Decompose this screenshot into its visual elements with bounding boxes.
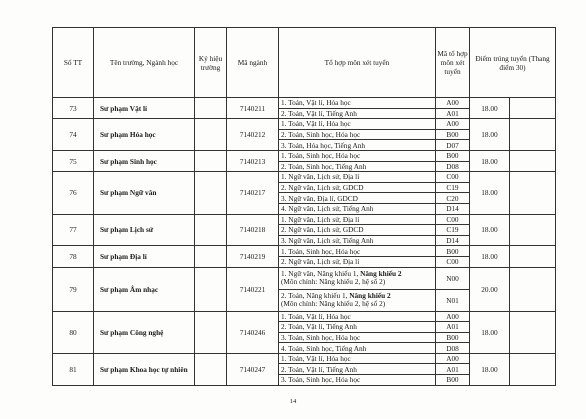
page-number: 14 xyxy=(289,398,297,405)
admission-score: 18.00 xyxy=(470,311,510,353)
row-stt: 80 xyxy=(53,311,94,353)
combination-code: A01 xyxy=(436,322,470,333)
combination-code: D08 xyxy=(436,343,470,354)
table-row xyxy=(53,172,556,183)
combination-text: 2. Toán, Sinh học, Hóa học xyxy=(279,129,436,140)
combination-text-main: 2. Toán, Năng khiếu 1, xyxy=(281,290,350,300)
combination-text: 1. Toán, Sinh học, Hóa học xyxy=(279,150,436,161)
combination-code: N01 xyxy=(436,289,470,311)
school-symbol-cell xyxy=(195,353,227,385)
major-code: 7140221 xyxy=(227,267,279,311)
table-row xyxy=(53,150,556,161)
combination-text: 4. Ngữ văn, Lịch sử, Tiếng Anh xyxy=(279,203,436,214)
score-extra-cell xyxy=(510,119,556,151)
major-code: 7140218 xyxy=(227,214,279,246)
major-name: Sư phạm Lịch sử xyxy=(94,214,195,246)
score-extra-cell xyxy=(510,98,556,119)
school-symbol-cell xyxy=(195,311,227,353)
school-symbol-cell xyxy=(195,119,227,151)
combination-code: C00 xyxy=(436,214,470,225)
major-code: 7140211 xyxy=(227,98,279,119)
combination-code: B00 xyxy=(436,129,470,140)
combination-code: D08 xyxy=(436,161,470,172)
combination-text: 2. Toán, Vật lí, Tiếng Anh xyxy=(279,108,436,119)
table-row xyxy=(53,98,556,109)
table-row xyxy=(53,311,556,322)
combination-text xyxy=(279,289,436,311)
school-symbol-cell xyxy=(195,172,227,214)
major-name: Sư phạm Sinh học xyxy=(94,150,195,171)
admission-score: 18.00 xyxy=(470,353,510,385)
combination-text: 2. Toán, Sinh học, Tiếng Anh xyxy=(279,161,436,172)
score-extra-cell xyxy=(510,246,556,267)
combination-code: C00 xyxy=(436,172,470,183)
combination-code: N00 xyxy=(436,267,470,289)
combination-text: 3. Toán, Hóa học, Tiếng Anh xyxy=(279,140,436,151)
major-name: Sư phạm Ngữ văn xyxy=(94,172,195,214)
row-stt: 74 xyxy=(53,119,94,151)
major-name: Sư phạm Khoa học tự nhiên xyxy=(94,353,195,385)
combination-code: C19 xyxy=(436,182,470,193)
row-stt: 76 xyxy=(53,172,94,214)
admission-score: 18.00 xyxy=(470,172,510,214)
combination-text xyxy=(279,267,436,289)
combination-code: C19 xyxy=(436,225,470,236)
table-row xyxy=(53,353,556,364)
major-code: 7140246 xyxy=(227,311,279,353)
admission-score: 18.00 xyxy=(470,246,510,267)
combination-text: 3. Toán, Sinh học, Hóa học xyxy=(279,332,436,343)
table-body xyxy=(53,98,556,386)
combination-note: (Môn chính: Năng khiếu 2, hệ số 2) xyxy=(281,299,386,308)
combination-text-bold: Năng khiếu 2 xyxy=(360,268,402,278)
combination-text: 1. Toán, Vật lí, Hóa học xyxy=(279,98,436,109)
combination-code: B00 xyxy=(436,150,470,161)
combination-text-bold: Năng khiếu 2 xyxy=(349,290,391,300)
combination-code: A00 xyxy=(436,311,470,322)
combination-text: 1. Ngữ văn, Lịch sử, Địa lí xyxy=(279,172,436,183)
combination-note: (Môn chính: Năng khiếu 2, hệ số 2) xyxy=(281,277,386,286)
combination-text: 1. Toán, Vật lí, Hóa học xyxy=(279,353,436,364)
header-school-symbol: Ký hiệu trường xyxy=(195,28,227,98)
major-code: 7140212 xyxy=(227,119,279,151)
school-symbol-cell xyxy=(195,246,227,267)
header-stt: Số TT xyxy=(53,28,94,98)
admission-score: 18.00 xyxy=(470,119,510,151)
combination-code: B00 xyxy=(436,332,470,343)
score-extra-cell xyxy=(510,172,556,214)
score-extra-cell xyxy=(510,353,556,385)
combination-text: 3. Toán, Sinh học, Hóa học xyxy=(279,375,436,386)
combination-code: A01 xyxy=(436,108,470,119)
row-stt: 78 xyxy=(53,246,94,267)
major-code: 7140213 xyxy=(227,150,279,171)
major-code: 7140247 xyxy=(227,353,279,385)
combination-code: B00 xyxy=(436,375,470,386)
combination-text: 3. Ngữ văn, Lịch sử, Tiếng Anh xyxy=(279,235,436,246)
major-name: Sư phạm Vật lí xyxy=(94,98,195,119)
combination-code: A00 xyxy=(436,353,470,364)
combination-text: 1. Toán, Sinh học, Hóa học xyxy=(279,246,436,257)
table-row xyxy=(53,119,556,130)
combination-code: A00 xyxy=(436,98,470,109)
combination-text: 2. Ngữ văn, Lịch sử, GDCD xyxy=(279,182,436,193)
combination-text: 3. Ngữ văn, Địa lí, GDCD xyxy=(279,193,436,204)
combination-text: 1. Toán, Vật lí, Hóa học xyxy=(279,119,436,130)
table-row xyxy=(53,246,556,257)
combination-code: A00 xyxy=(436,119,470,130)
row-stt: 73 xyxy=(53,98,94,119)
combination-text: 1. Toán, Vật lí, Hóa học xyxy=(279,311,436,322)
combination-text: 2. Toán, Vật lí, Tiếng Anh xyxy=(279,364,436,375)
table-row xyxy=(53,214,556,225)
school-symbol-cell xyxy=(195,267,227,311)
header-score: Điểm trúng tuyển (Thang điểm 30) xyxy=(470,28,556,98)
score-extra-cell xyxy=(510,311,556,353)
school-symbol-cell xyxy=(195,214,227,246)
table-row xyxy=(53,267,556,289)
major-code: 7140219 xyxy=(227,246,279,267)
combination-text: 4. Toán, Sinh học, Tiếng Anh xyxy=(279,343,436,354)
combination-code: D14 xyxy=(436,235,470,246)
combination-code: A01 xyxy=(436,364,470,375)
school-symbol-cell xyxy=(195,150,227,171)
admission-score-table xyxy=(52,27,556,386)
score-extra-cell xyxy=(510,150,556,171)
combination-code: C20 xyxy=(436,193,470,204)
combination-text-main: 1. Ngữ văn, Năng khiếu 1, xyxy=(281,268,361,278)
row-stt: 75 xyxy=(53,150,94,171)
combination-code: C00 xyxy=(436,256,470,267)
major-name: Sư phạm Địa lí xyxy=(94,246,195,267)
row-stt: 77 xyxy=(53,214,94,246)
admission-score: 18.00 xyxy=(470,150,510,171)
row-stt: 81 xyxy=(53,353,94,385)
header-school-major: Tên trường, Ngành học xyxy=(94,28,195,98)
major-name: Sư phạm Âm nhạc xyxy=(94,267,195,311)
combination-text: 1. Ngữ văn, Lịch sử, Địa lí xyxy=(279,214,436,225)
combination-text: 2. Ngữ văn, Lịch sử, GDCD xyxy=(279,225,436,236)
admission-score: 20.00 xyxy=(470,267,510,311)
major-code: 7140217 xyxy=(227,172,279,214)
table-header-row xyxy=(53,28,556,98)
combination-code: D14 xyxy=(436,203,470,214)
row-stt: 79 xyxy=(53,267,94,311)
score-extra-cell xyxy=(510,214,556,246)
admission-score: 18.00 xyxy=(470,214,510,246)
combination-text: 2. Toán, Vật lí, Tiếng Anh xyxy=(279,322,436,333)
header-combo-code: Mã tổ hợp môn xét tuyển xyxy=(436,28,470,98)
admission-score: 18.00 xyxy=(470,98,510,119)
major-name: Sư phạm Công nghệ xyxy=(94,311,195,353)
score-extra-cell xyxy=(510,267,556,311)
header-major-code: Mã ngành xyxy=(227,28,279,98)
header-combination: Tổ hợp môn xét tuyển xyxy=(279,28,436,98)
combination-code: B00 xyxy=(436,246,470,257)
major-name: Sư phạm Hóa học xyxy=(94,119,195,151)
school-symbol-cell xyxy=(195,98,227,119)
combination-code: D07 xyxy=(436,140,470,151)
combination-text: 2. Ngữ văn, Lịch sử, Địa lí xyxy=(279,256,436,267)
